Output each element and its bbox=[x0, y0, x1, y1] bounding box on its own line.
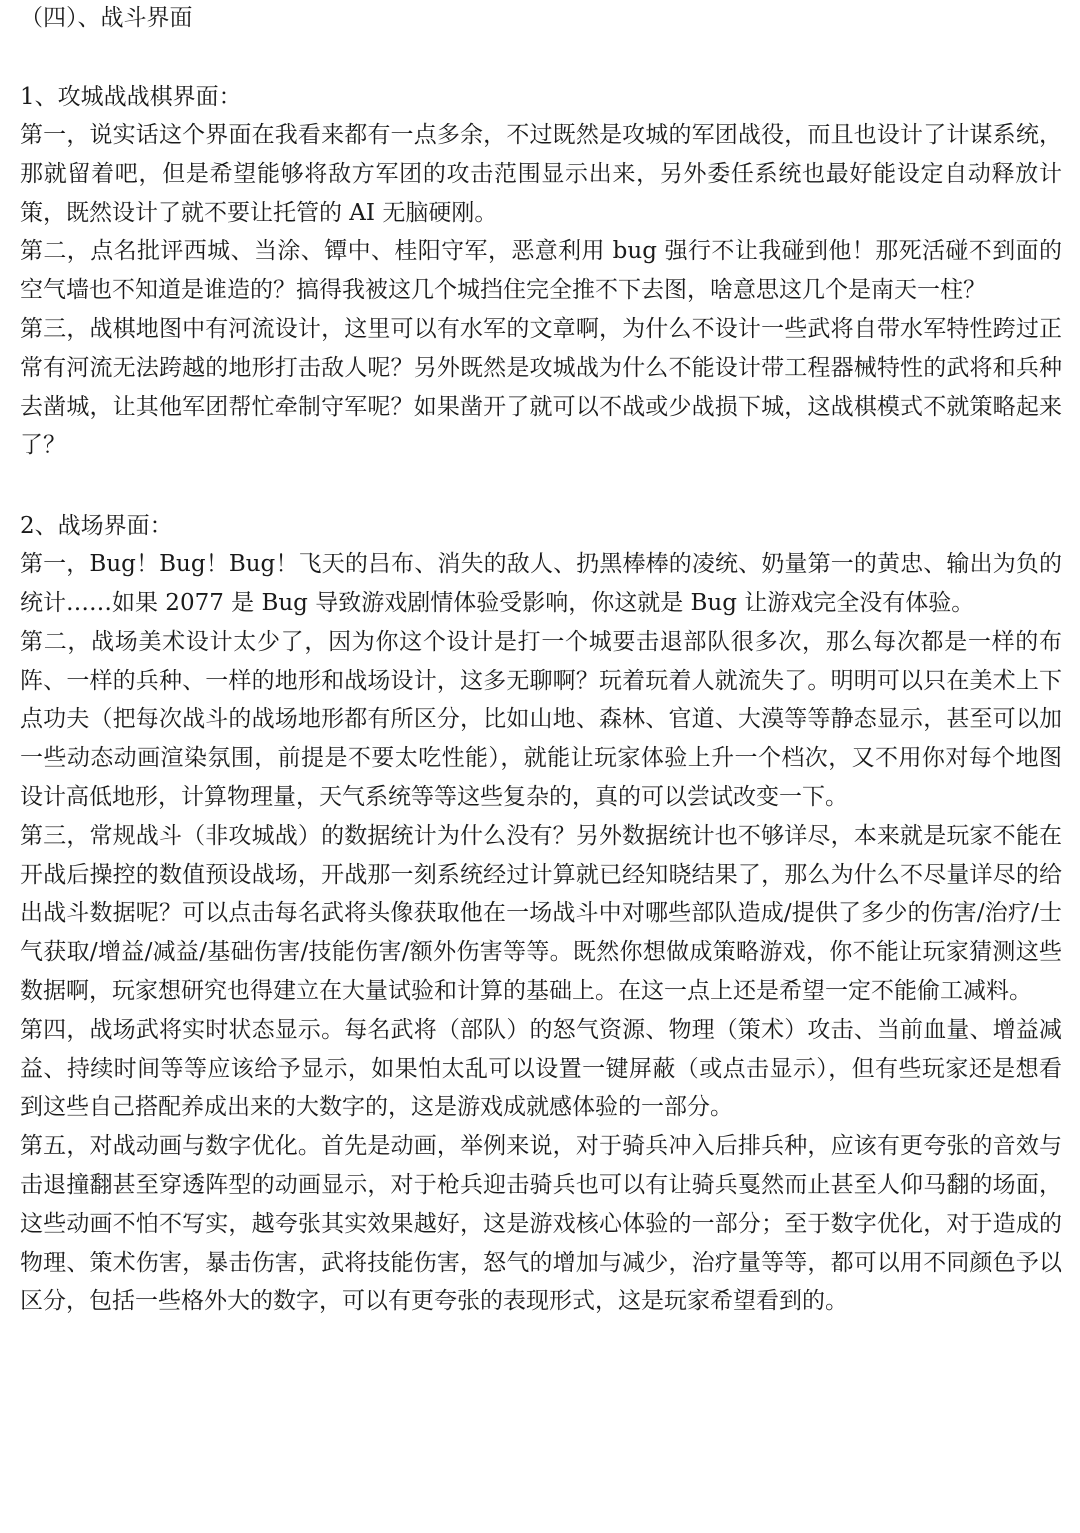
document-body bbox=[20, 0, 1062, 1321]
section-title: 1、攻城战战棋界面： bbox=[20, 84, 242, 110]
spacer bbox=[20, 36, 1062, 78]
paragraph: 第四，战场武将实时状态显示。每名武将（部队）的怒气资源、物理（策术）攻击、当前血量、增益减益、持续时间等等应该给予显示，如果怕太乱可以设置一键屏蔽（或点击显示），但有些玩家还是想看到这些自己搭配养成出来的大数字的，这是游戏成就感体验的一部分。 bbox=[20, 1016, 1062, 1121]
paragraph: 第三，战棋地图中有河流设计，这里可以有水军的文章啊，为什么不设计一些武将自带水军特性跨过正常有河流无法跨越的地形打击敌人呢？另外既然是攻城战为什么不能设计带工程器械特性的武将和兵种去凿城，让其他军团帮忙牵制守军呢？如果凿开了就可以不战或少战损下城，这战棋模式不就策略起来了？ bbox=[20, 315, 1062, 459]
paragraph: 第五，对战动画与数字优化。首先是动画，举例来说，对于骑兵冲入后排兵种，应该有更夸张的音效与击退撞翻甚至穿透阵型的动画显示，对于枪兵迎击骑兵也可以有让骑兵戛然而止甚至人仰马翻的场面，这些动画不怕不写实，越夸张其实效果越好，这是游戏核心体验的一部分；至于数字优化，对于造成的物理、策术伤害，暴击伤害，武将技能伤害，怒气的增加与减少，治疗量等等，都可以用不同颜色予以区分，包括一些格外大的数字，可以有更夸张的表现形式，这是玩家希望看到的。 bbox=[20, 1133, 1062, 1315]
paragraph: 第二，战场美术设计太少了，因为你这个设计是打一个城要击退部队很多次，那么每次都是一样的布阵、一样的兵种、一样的地形和战场设计，这多无聊啊？玩着玩着人就流失了。明明可以只在美术上下点功夫（把每次战斗的战场地形都有所区分，比如山地、森林、官道、大漠等等静态显示，甚至可以加一些动态动画渲染氛围，前提是不要太吃性能），就能让玩家体验上升一个档次，又不用你对每个地图设计高低地形，计算物理量，天气系统等等这些复杂的，真的可以尝试改变一下。 bbox=[20, 628, 1062, 810]
page-title: （四）、战斗界面 bbox=[20, 5, 193, 31]
section-title: 2、战场界面： bbox=[20, 513, 173, 540]
section-siege-chess bbox=[20, 78, 1062, 465]
section-battlefield bbox=[20, 507, 1062, 1321]
spacer bbox=[20, 465, 1062, 507]
paragraph: 第一，说实话这个界面在我看来都有一点多余，不过既然是攻城的军团战役，而且也设计了计谋系统，那就留着吧，但是希望能够将敌方军团的攻击范围显示出来，另外委任系统也最好能设定自动释放计策，既然设计了就不要让托管的 AI 无脑硬刚。 bbox=[20, 122, 1062, 226]
paragraph: 第三，常规战斗（非攻城战）的数据统计为什么没有？另外数据统计也不够详尽，本来就是玩家不能在开战后操控的数值预设战场，开战那一刻系统经过计算就已经知晓结果了，那么为什么不尽量详尽的给出战斗数据呢？可以点击每名武将头像获取他在一场战斗中对哪些部队造成/提供了多少的伤害/治疗/士气获取/增益/减益/基础伤害/技能伤害/额外伤害等等。既然你想做成策略游戏，你不能让玩家猜测这些数据啊，玩家想研究也得建立在大量试验和计算的基础上。在这一点上还是希望一定不能偷工减料。 bbox=[20, 822, 1062, 1004]
paragraph: 第一，Bug！Bug！Bug！飞天的吕布、消失的敌人、扔黑棒棒的凌统、奶量第一的黄忠、输出为负的统计……如果 2077 是 Bug 导致游戏剧情体验受影响，你这就是 Bug 让游戏完全没有体验。 bbox=[20, 551, 1062, 616]
paragraph: 第二，点名批评西城、当涂、镡中、桂阳守军，恶意利用 bug 强行不让我碰到他！那死活碰不到面的空气墙也不知道是谁造的？搞得我被这几个城挡住完全推不下去图，啥意思这几个是南天一柱？ bbox=[20, 238, 1062, 304]
